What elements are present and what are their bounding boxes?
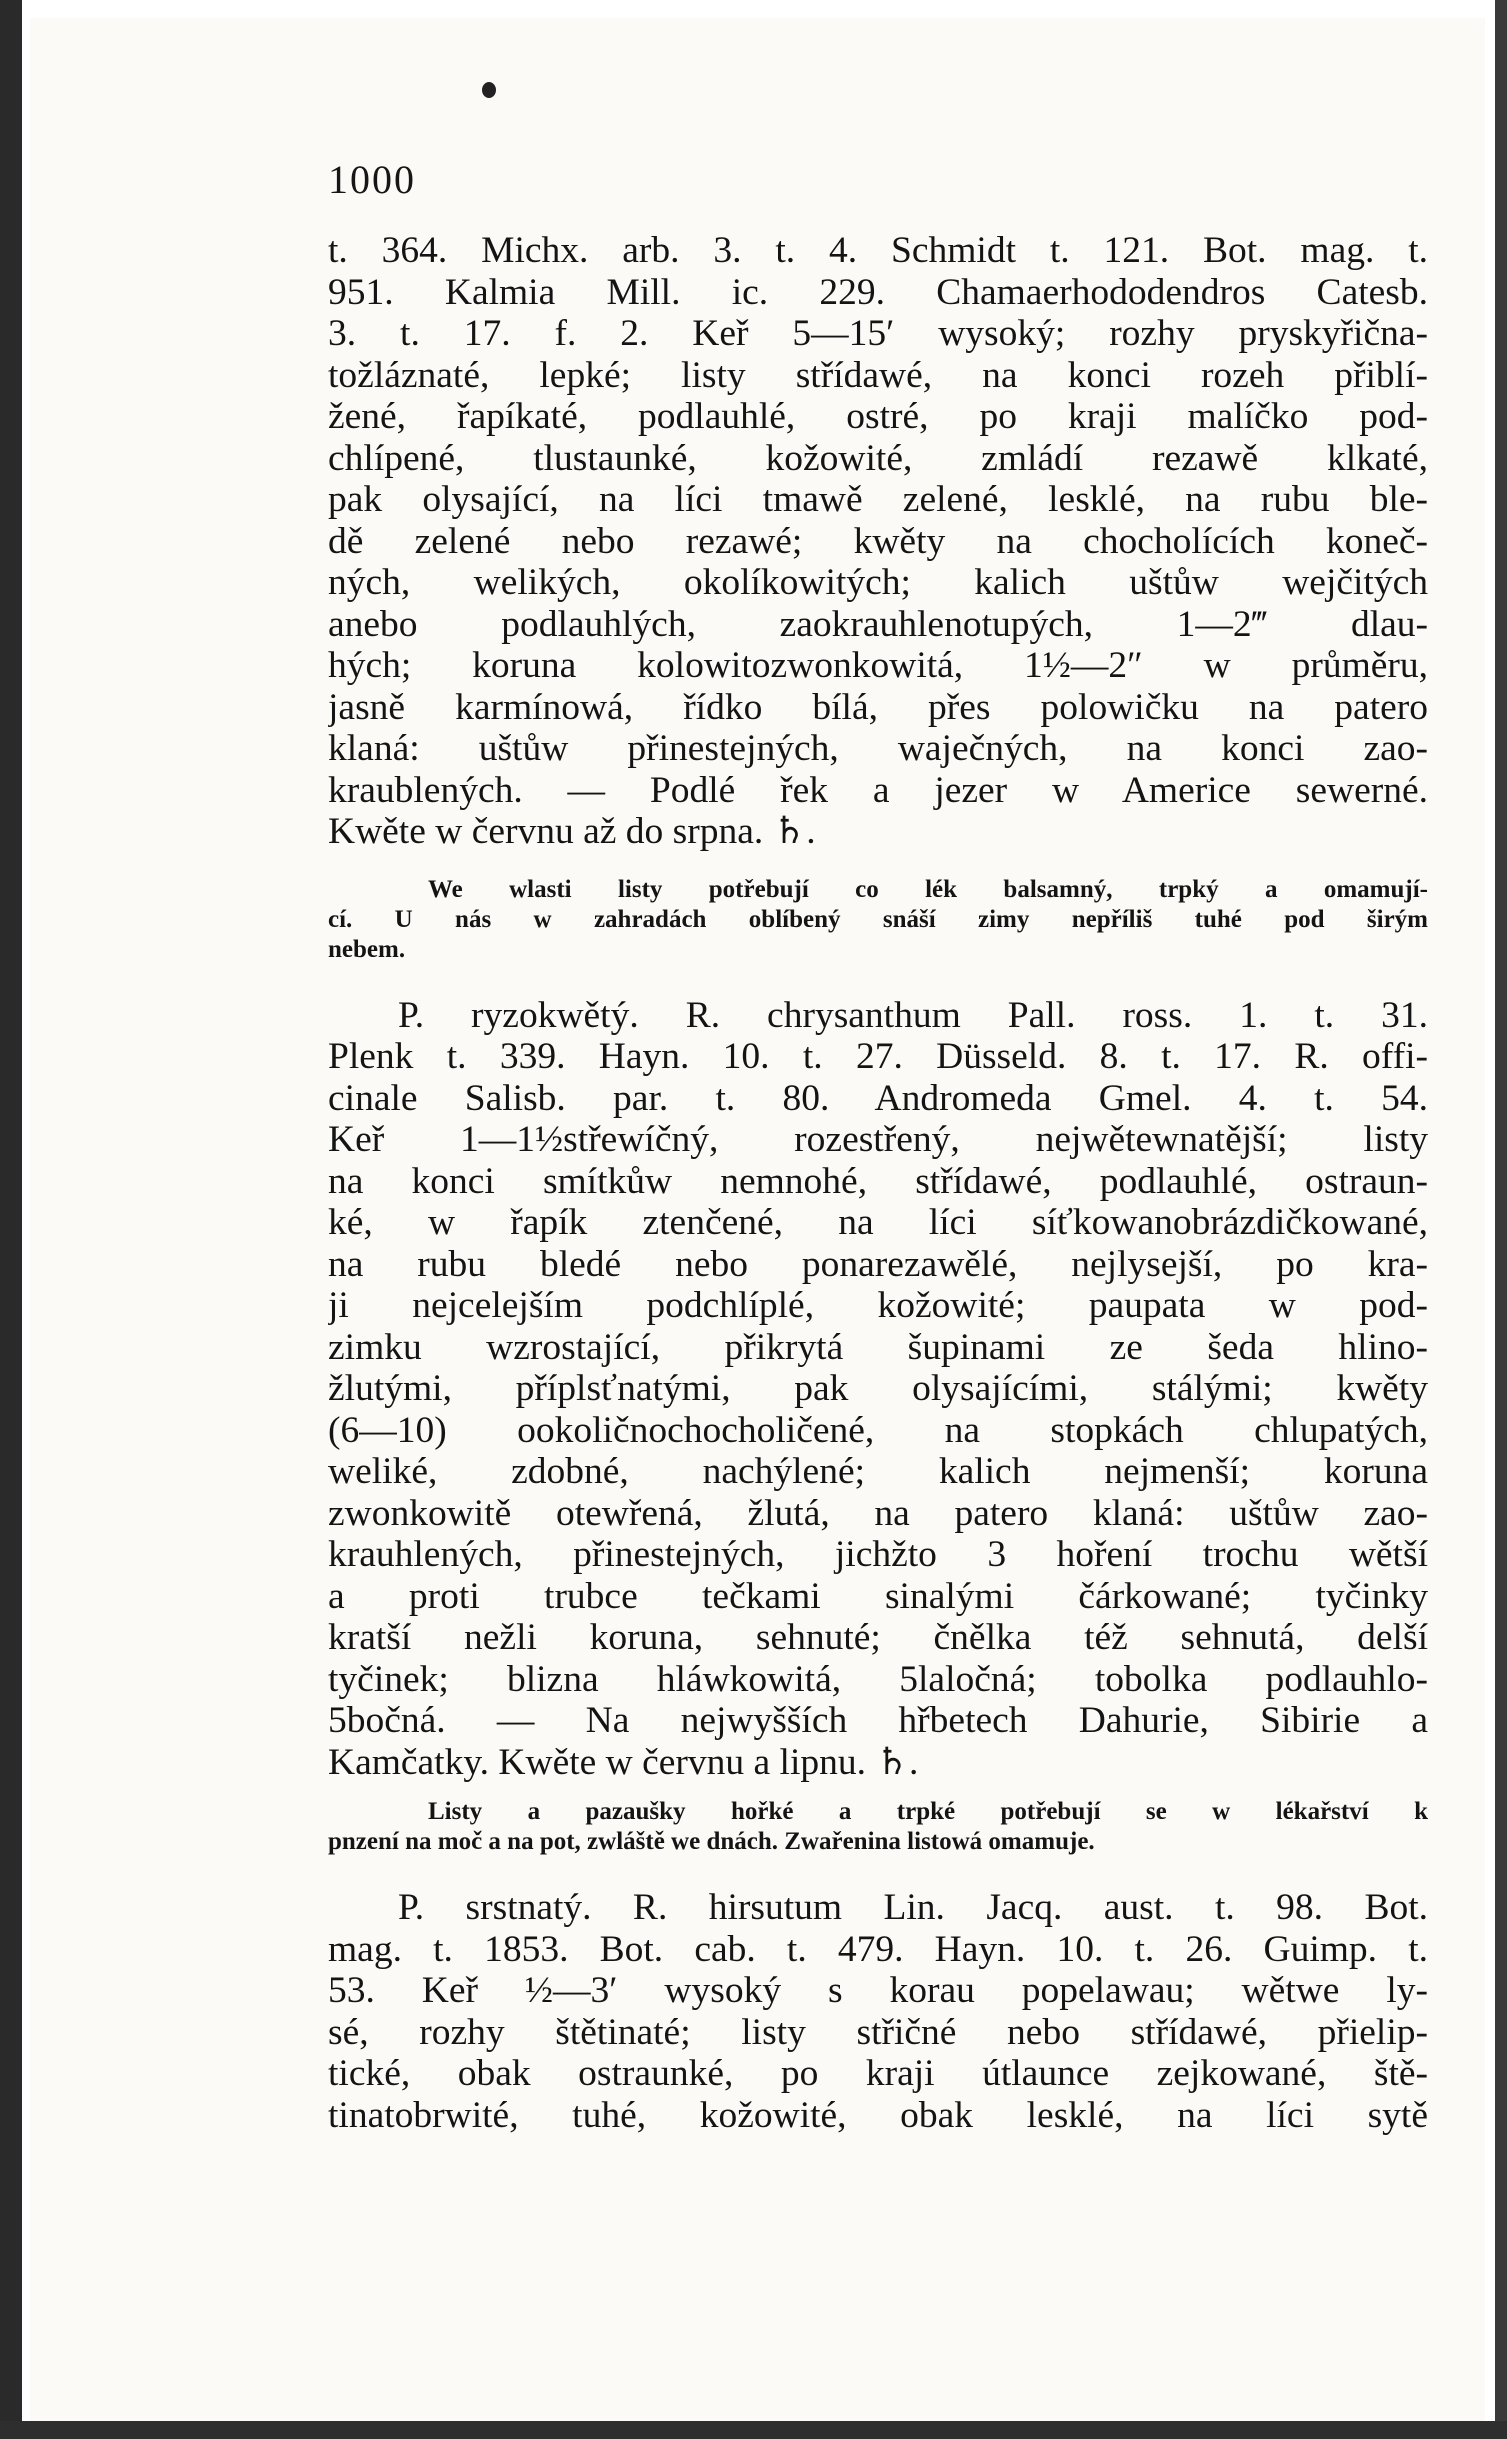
note-line: pnzení na moč a na pot, zwláště we dnách. Zwařenina listowá omamuje. bbox=[328, 1828, 1095, 1855]
text-line: zwonkowitě otewřená, žlutá, na patero klaná: uštůw zao- bbox=[328, 1492, 1428, 1534]
paragraph-hirsutum bbox=[328, 1887, 1428, 2136]
text-line: tinatobrwité, tuhé, kožowité, obak lesklé, na líci sytě bbox=[328, 2094, 1428, 2136]
text-line: dě zelené nebo rezawé; kwěty na chocholících koneč- bbox=[328, 520, 1428, 562]
text-line: Keř 1—1½střewíčný, rozestřený, nejwětewnatější; listy bbox=[328, 1119, 1428, 1160]
text-line: a proti trubce tečkami sinalými čárkowané; tyčinky bbox=[328, 1575, 1428, 1617]
note-line: nebem. bbox=[328, 935, 406, 963]
text-line: krauhlených, přinestejných, jichžto 3 hoření trochu wětší bbox=[328, 1534, 1428, 1575]
text-line: tyčinek; blizna hláwkowitá, 5laločná; tobolka podlauhlo- bbox=[328, 1658, 1428, 1700]
text-line: hých; koruna kolowitozwonkowitá, 1½—2″ w průměru, bbox=[328, 645, 1428, 686]
text-line: na konci smítkůw nemnohé, střídawé, podlauhlé, ostraun- bbox=[328, 1160, 1428, 1202]
text-line: kraublených. — Podlé řek a jezer w Americe sewerné. bbox=[328, 769, 1428, 811]
text-line: 3. t. 17. f. 2. Keř 5—15′ wysoký; rozhy pryskyřična- bbox=[328, 313, 1428, 354]
text-line: 53. Keř ½—3′ wysoký s korau popelawau; wětwe ly- bbox=[328, 1970, 1428, 2011]
text-line: 5bočná. — Na nejwyšších hřbetech Dahurie, Sibirie a bbox=[328, 1700, 1428, 1741]
text-line: ji nejcelejším podchlíplé, kožowité; paupata w pod- bbox=[328, 1285, 1428, 1326]
scan-edge-left bbox=[0, 0, 22, 2439]
note-line: cí. U nás w zahradách oblíbený snáší zimy nepříliš tuhé pod širým bbox=[328, 905, 1428, 933]
text-line: cinale Salisb. par. t. 80. Andromeda Gmel. 4. t. 54. bbox=[328, 1077, 1428, 1119]
note-line: Listy a pazaušky hořké a trpké potřebují se w lékařství k bbox=[428, 1798, 1428, 1825]
text-line: 951. Kalmia Mill. ic. 229. Chamaerhododendros Catesb. bbox=[328, 271, 1428, 313]
text-line: P. ryzokwětý. R. chrysanthum Pall. ross. 1. t. 31. bbox=[398, 994, 1428, 1036]
text-line: jasně karmínowá, řídko bílá, přes polowičku na patero bbox=[328, 686, 1428, 728]
text-line: weliké, zdobné, nachýlené; kalich nejmenší; koruna bbox=[328, 1451, 1428, 1492]
text-line: na rubu bledé nebo ponarezawělé, nejlysejší, po kra- bbox=[328, 1243, 1428, 1285]
text-line: anebo podlauhlých, zaokrauhlenotupých, 1—2‴ dlau- bbox=[328, 603, 1428, 645]
text-line: ké, w řapík ztenčené, na líci síťkowanobrázdičkowané, bbox=[328, 1202, 1428, 1243]
scan-edge-bottom bbox=[0, 2421, 1507, 2439]
text-line: klaná: uštůw přinestejných, waječných, na konci zao- bbox=[328, 728, 1428, 769]
text-line: t. 364. Michx. arb. 3. t. 4. Schmidt t. 121. Bot. mag. t. bbox=[328, 230, 1428, 271]
text-line: tožláznaté, lepké; listy střídawé, na konci rozeh přiblí- bbox=[328, 354, 1428, 396]
text-line: zimku wzrostající, přikrytá šupinami ze šeda hlino- bbox=[328, 1326, 1428, 1368]
text-line: ných, welikých, okolíkowitých; kalich uštůw wejčitých bbox=[328, 562, 1428, 603]
text-line: chlípené, tlustaunké, kožowité, zmládí rezawě klkaté, bbox=[328, 437, 1428, 479]
text-line: sé, rozhy štětinaté; listy střičné nebo střídawé, přielip- bbox=[328, 2011, 1428, 2053]
note-line: We wlasti listy potřebují co lék balsamný, trpký a omamují- bbox=[428, 875, 1428, 903]
text-line: Plenk t. 339. Hayn. 10. t. 27. Düsseld. 8. t. 17. R. offi- bbox=[328, 1036, 1428, 1077]
page-body bbox=[328, 230, 1428, 2136]
text-line: P. srstnatý. R. hirsutum Lin. Jacq. aust. t. 98. Bot. bbox=[398, 1887, 1428, 1928]
paragraph-kalmia bbox=[328, 230, 1428, 853]
note-usage-2 bbox=[328, 1797, 1428, 1857]
text-line: (6—10) ookoličnochocholičené, na stopkách chlupatých, bbox=[328, 1409, 1428, 1451]
text-line: žlutými, příplsťnatými, pak olysajícími, stálými; kwěty bbox=[328, 1368, 1428, 1409]
text-line: mag. t. 1853. Bot. cab. t. 479. Hayn. 10. t. 26. Guimp. t. bbox=[328, 1928, 1428, 1970]
scan-edge-right bbox=[1495, 0, 1507, 2439]
text-line: kratší nežli koruna, sehnuté; čnělka též sehnutá, delší bbox=[328, 1617, 1428, 1658]
text-line: pak olysající, na líci tmawě zelené, lesklé, na rubu ble- bbox=[328, 479, 1428, 520]
text-line: Kwěte w červnu až do srpna. ♄. bbox=[328, 811, 816, 852]
note-usage-1 bbox=[328, 875, 1428, 965]
text-line: Kamčatky. Kwěte w červnu a lipnu. ♄. bbox=[328, 1741, 919, 1783]
paragraph-chrysanthum bbox=[328, 995, 1428, 1784]
text-line: žené, řapíkaté, podlauhlé, ostré, po kraji malíčko pod- bbox=[328, 396, 1428, 437]
page-number: 1000 bbox=[328, 157, 416, 202]
text-line: tické, obak ostraunké, po kraji útlaunce zejkowané, ště- bbox=[328, 2053, 1428, 2094]
ink-speck bbox=[482, 82, 496, 98]
